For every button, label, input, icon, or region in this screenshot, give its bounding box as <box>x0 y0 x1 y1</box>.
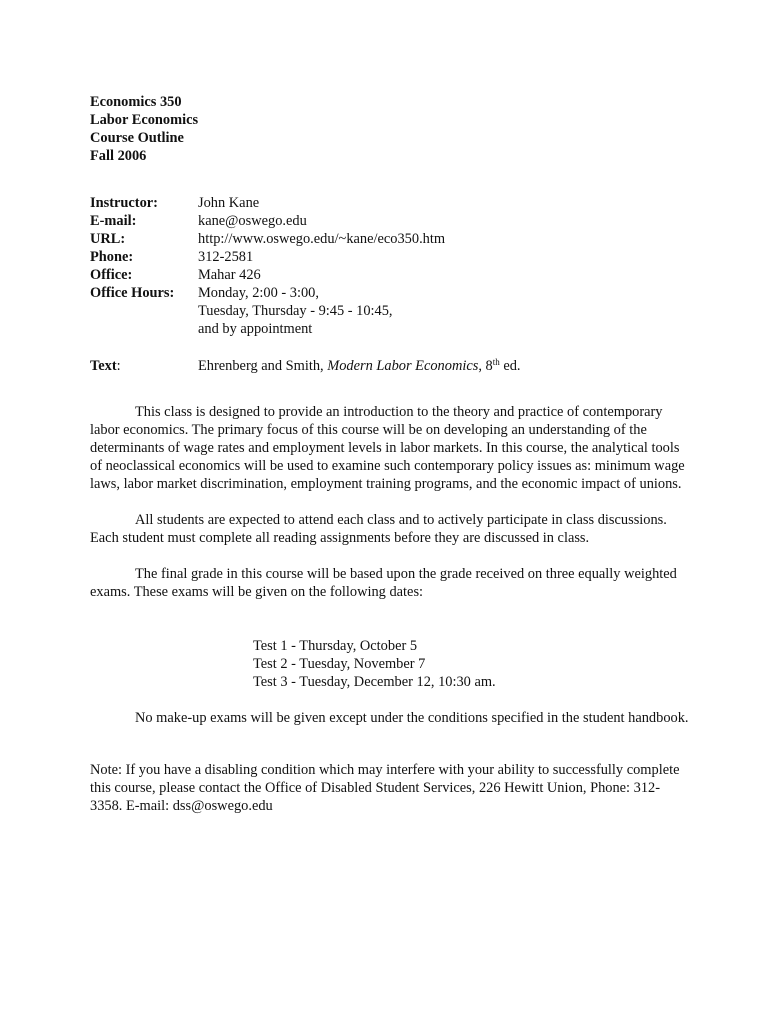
textbook-authors: Ehrenberg and Smith, <box>198 358 328 374</box>
office-label: Office: <box>90 267 133 283</box>
instructor-email: kane@oswego.edu <box>198 213 307 229</box>
textbook-citation: Ehrenberg and Smith, Modern Labor Economics, 8th ed. <box>198 357 521 374</box>
office-hours-label: Office Hours: <box>90 285 175 301</box>
instructor-row <box>90 194 690 212</box>
course-description-paragraph: This class is designed to provide an introduction to the theory and practice of contemporary labor economics. The primary focus of this course will be on developing an understanding of the determinants of wage rates and employment levels in labor markets. In this course, the analytical tools of neoclassical economics will be used to examine such contemporary policy issues as: minimum wage laws, labor market discrimination, employment training programs, and the economic impact of unions. <box>90 404 685 492</box>
instructor-label: Instructor: <box>90 195 158 211</box>
instructor-name: John Kane <box>198 195 260 211</box>
document-type: Course Outline <box>90 130 184 146</box>
exam-date-item: Test 1 - Thursday, October 5 <box>253 638 418 654</box>
phone-row <box>90 248 690 266</box>
email-row <box>90 212 690 230</box>
textbook-edition: , 8 <box>478 358 493 374</box>
textbook-edition-suffix: th <box>492 357 500 367</box>
url-row <box>90 230 690 248</box>
instructor-office: Mahar 426 <box>198 267 261 283</box>
syllabus-page <box>90 93 690 815</box>
textbook-title: Modern Labor Economics <box>327 358 479 374</box>
grading-paragraph: The final grade in this course will be based upon the grade received on three equally weighted exams. These exams will be given on the following dates: <box>90 566 677 600</box>
phone-label: Phone: <box>90 249 134 265</box>
course-number: Economics 350 <box>90 94 182 110</box>
course-term: Fall 2006 <box>90 148 147 164</box>
attendance-paragraph: All students are expected to attend each class and to actively participate in class discussions. Each student must complete all reading assignments before they are discussed in class. <box>90 512 667 546</box>
office-hours-row <box>90 284 690 302</box>
makeup-exam-paragraph: No make-up exams will be given except under the conditions specified in the student handbook. <box>135 710 689 726</box>
textbook-row <box>90 357 690 375</box>
office-hours-line: Tuesday, Thursday - 9:45 - 10:45, <box>198 303 393 319</box>
exam-date-item: Test 2 - Tuesday, November 7 <box>253 656 426 672</box>
url-label: URL: <box>90 231 126 247</box>
textbook-label: Text: <box>90 358 121 374</box>
exam-date-item: Test 3 - Tuesday, December 12, 10:30 am. <box>253 674 496 690</box>
instructor-info <box>90 194 690 338</box>
disability-note: Note: If you have a disabling condition which may interfere with your ability to successfully complete this course, please contact the Office of Disabled Student Services, 226 Hewitt Union, Phone: 312-3358. E-mail: dss@oswego.edu <box>90 762 680 814</box>
office-row <box>90 266 690 284</box>
office-hours-line: Monday, 2:00 - 3:00, <box>198 285 319 301</box>
office-hours-row <box>90 302 690 320</box>
office-hours-line: and by appointment <box>198 321 313 337</box>
office-hours-row <box>90 320 690 338</box>
course-url: http://www.oswego.edu/~kane/eco350.htm <box>198 231 446 247</box>
email-label: E-mail: <box>90 213 137 229</box>
exam-dates <box>253 637 690 691</box>
course-heading <box>90 93 690 165</box>
course-title: Labor Economics <box>90 112 199 128</box>
instructor-phone: 312-2581 <box>198 249 254 265</box>
